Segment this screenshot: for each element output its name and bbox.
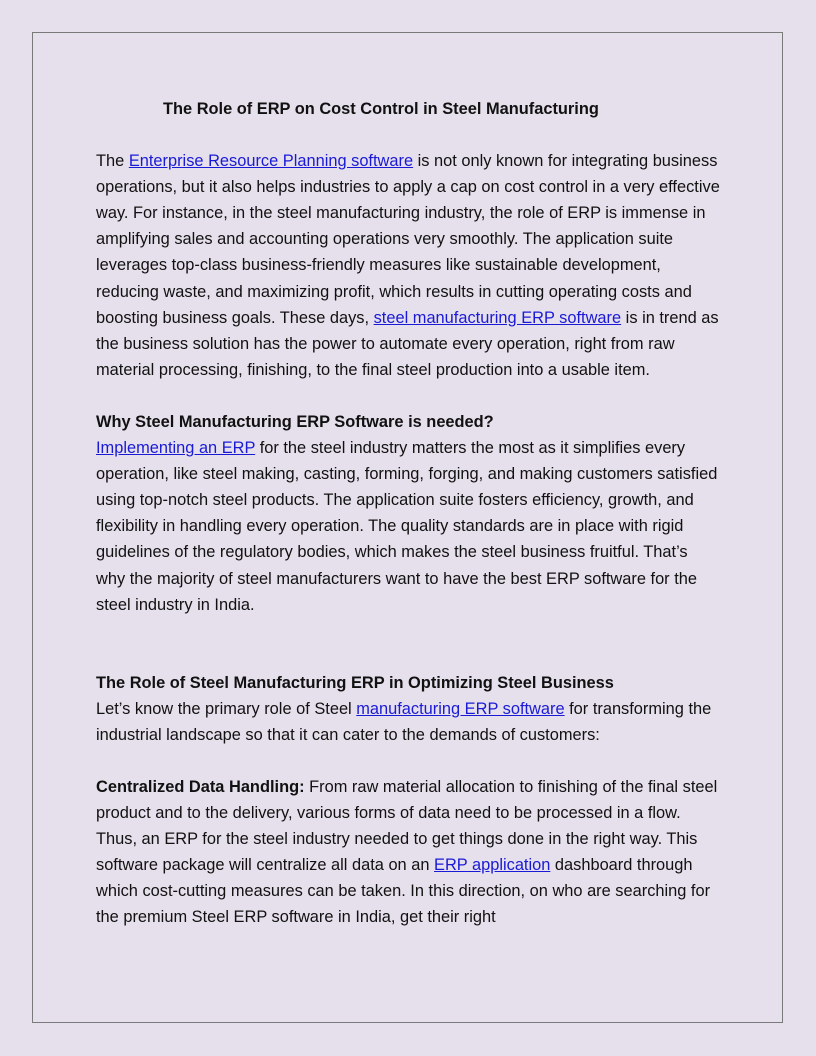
intro-text-start: The	[96, 152, 129, 171]
role-paragraph	[96, 696, 721, 748]
why-erp-heading: Why Steel Manufacturing ERP Software is needed?	[96, 412, 494, 431]
implementing-erp-link[interactable]: Implementing an ERP	[96, 439, 256, 458]
role-text-start: Let’s know the primary role of Steel	[96, 699, 357, 718]
centralized-data-paragraph	[96, 774, 721, 931]
role-heading: The Role of Steel Manufacturing ERP in Optimizing Steel Business	[96, 673, 614, 692]
centralized-data-text: From raw material allocation to finishing of the final steel product and to the delivery, various forms of data need to be processed in a flow. Thus, an ERP for the steel industry needed to get things done in the right way. This software package will centralize all data on an	[96, 777, 718, 875]
steel-erp-software-link[interactable]: steel manufacturing ERP software	[373, 308, 622, 327]
document-title: The Role of ERP on Cost Control in Steel Manufacturing	[163, 100, 599, 118]
manufacturing-erp-link[interactable]: manufacturing ERP software	[356, 699, 565, 718]
why-erp-paragraph	[96, 435, 721, 618]
erp-application-link[interactable]: ERP application	[434, 856, 551, 875]
role-text-end: for transforming the industrial landscape so that it can cater to the demands of customers:	[96, 699, 712, 744]
centralized-data-label: Centralized Data Handling:	[96, 777, 305, 796]
why-erp-text: for the steel industry matters the most as it simplifies every operation, like steel making, casting, forming, forging, and making customers satisfied using top-notch steel products. The application suite fosters efficiency, growth, and flexibility in handling every operation. The quality standards are in place with rigid guidelines of the regulatory bodies, which makes the steel business fruitful. That’s why the majority of steel manufacturers want to have the best ERP software for the steel industry in India.	[96, 439, 718, 614]
intro-text-middle: is not only known for integrating business operations, but it also helps industries to apply a cap on cost control in a very effective way. For instance, in the steel manufacturing industry, the role of ERP is immense in amplifying sales and accounting operations very smoothly. The application suite leverages top-class business-friendly measures like sustainable development, reducing waste, and maximizing profit, which results in cutting operating costs and boosting business goals. These days,	[96, 152, 720, 327]
document-body	[96, 96, 721, 931]
intro-paragraph	[96, 148, 721, 383]
centralized-data-text-end: dashboard through which cost-cutting measures can be taken. In this direction, on who are searching for the premium Steel ERP software in India, get their right	[96, 856, 711, 927]
erp-software-link[interactable]: Enterprise Resource Planning software	[128, 152, 414, 171]
intro-text-end: is in trend as the business solution has the power to automate every operation, right from raw material processing, finishing, to the final steel production into a usable item.	[96, 308, 719, 379]
